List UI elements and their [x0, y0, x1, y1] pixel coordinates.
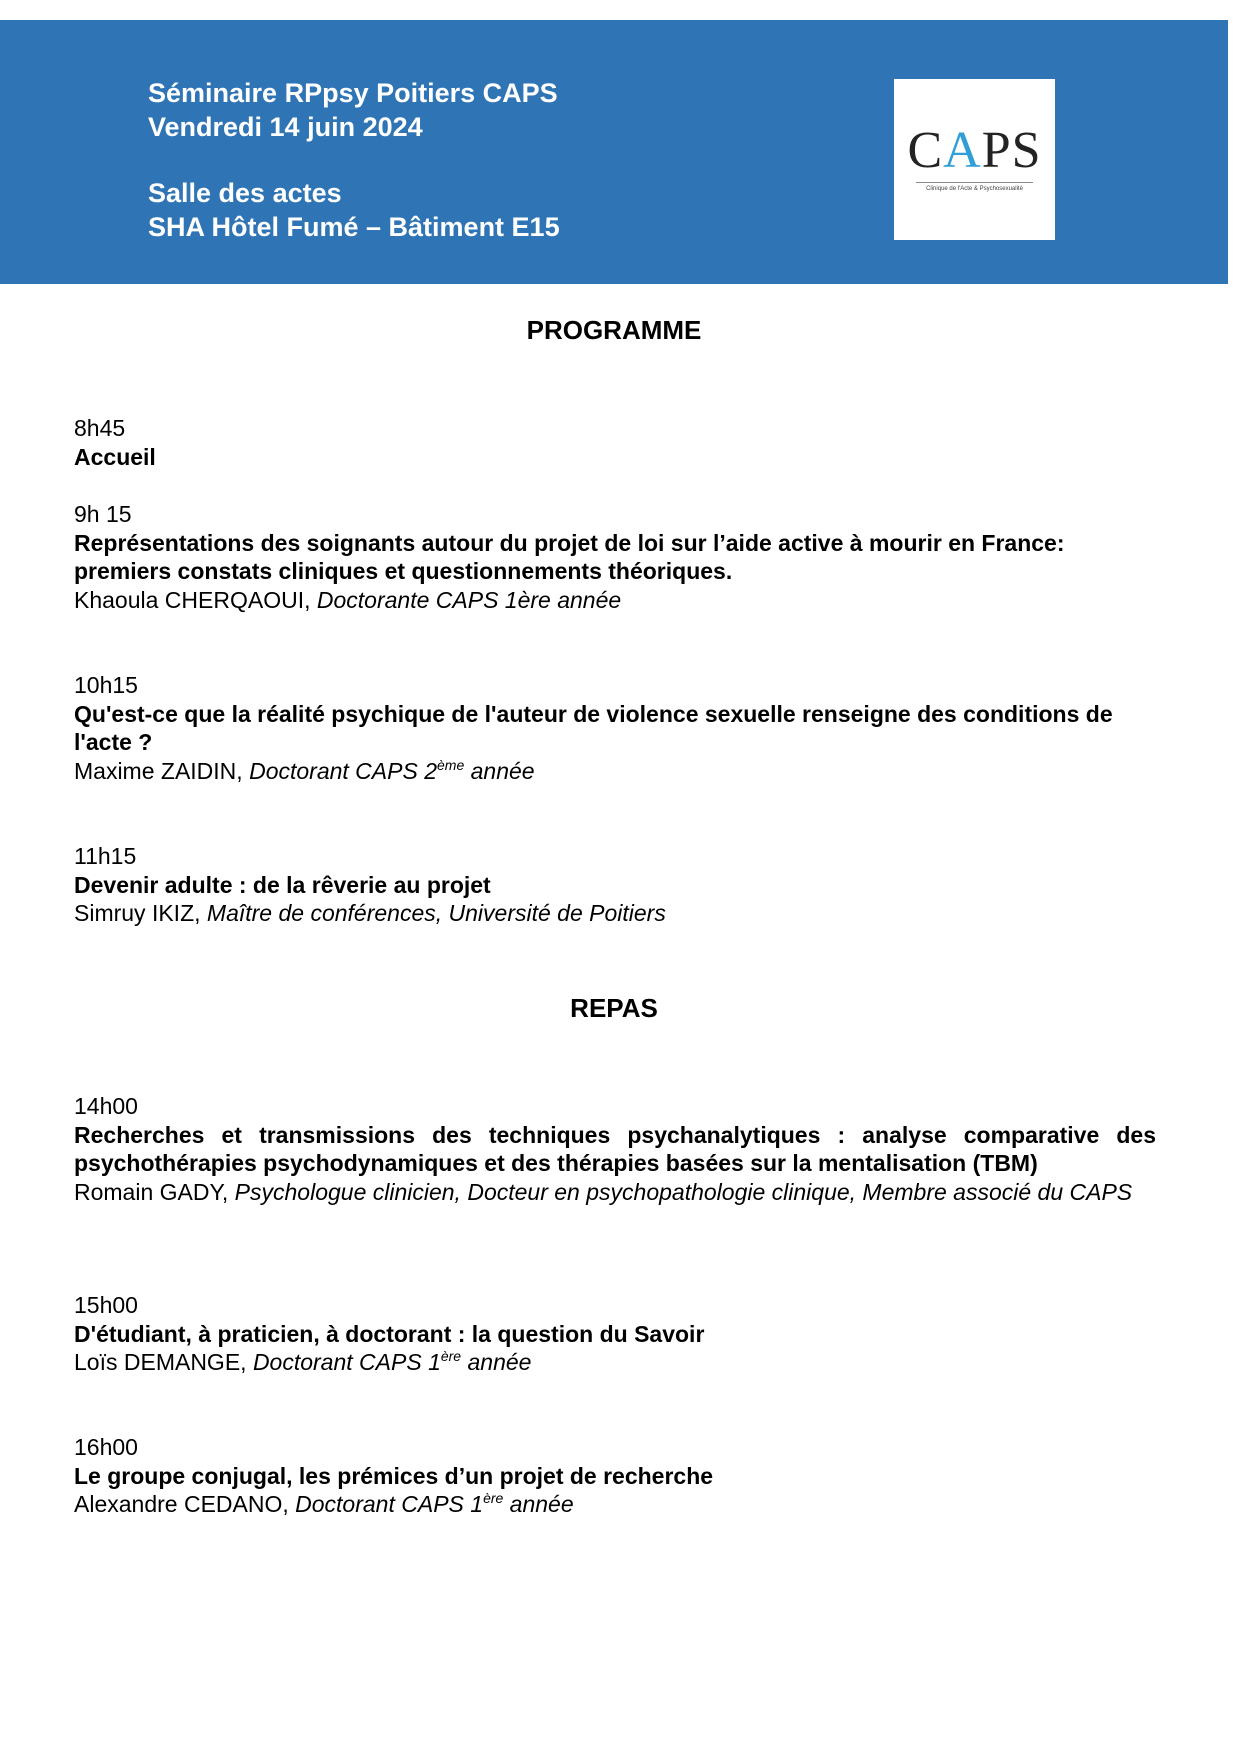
speaker-name: Loïs DEMANGE, [74, 1349, 247, 1375]
programme-heading: PROGRAMME [526, 315, 702, 345]
event-info [148, 76, 560, 244]
session-time: 11h15 [74, 843, 137, 869]
session-title: Le groupe conjugal, les prémices d’un projet de recherche [74, 1462, 714, 1489]
session-title: Devenir adulte : de la rêverie au projet [74, 871, 491, 898]
event-building: SHA Hôtel Fumé – Bâtiment E15 [148, 212, 560, 242]
session-speaker-line [74, 1348, 1156, 1377]
session-time: 10h15 [74, 672, 138, 698]
speaker-role [253, 1349, 532, 1375]
role-text: Doctorant CAPS 1 [295, 1491, 484, 1517]
speaker-role: Doctorante CAPS 1ère année [316, 586, 622, 613]
session-title: Qu'est-ce que la réalité psychique de l'auteur de violence sexuelle renseigne des conditions de l'acte ? [74, 700, 1113, 755]
session-item [74, 500, 1156, 614]
repas-heading: REPAS [570, 993, 658, 1023]
session-item [74, 1291, 1156, 1377]
session-speaker-line [74, 1490, 1156, 1519]
session-item [74, 842, 1156, 928]
event-room: Salle des actes [148, 178, 342, 208]
role-text: Doctorant CAPS 1 [252, 1349, 441, 1375]
session-speaker-line [74, 586, 1156, 615]
session-title: Accueil [74, 443, 156, 470]
speaker-role [295, 1491, 574, 1517]
event-date: Vendredi 14 juin 2024 [148, 112, 423, 142]
role-superscript: ème [437, 756, 465, 773]
logo-letter-a: A [943, 122, 982, 179]
role-text: année [461, 1349, 532, 1375]
speaker-role: Maître de conférences, Université de Poitiers [206, 900, 666, 926]
session-speaker-line [74, 899, 1156, 928]
header-banner [0, 20, 1228, 284]
logo-letter-c: C [907, 122, 944, 179]
session-title: D'étudiant, à praticien, à doctorant : la question du Savoir [74, 1320, 705, 1347]
event-title: Séminaire RPpsy Poitiers CAPS [148, 78, 558, 108]
speaker-name: Khaoula CHERQAOUI, [74, 586, 311, 613]
role-text: année [503, 1491, 574, 1517]
session-time: 14h00 [74, 1093, 138, 1119]
session-item [74, 1092, 1156, 1206]
role-superscript: ère [483, 1490, 504, 1506]
speaker-name: Simruy IKIZ, [74, 900, 201, 926]
speaker-name: Romain GADY, [74, 1178, 229, 1205]
speaker-name: Maxime ZAIDIN, [74, 757, 243, 784]
caps-logo [894, 79, 1055, 240]
session-time: 15h00 [74, 1292, 138, 1318]
logo-divider [916, 182, 1033, 183]
session-item [74, 1433, 1156, 1519]
logo-wordmark [894, 123, 1055, 179]
session-item [74, 414, 1156, 471]
speaker-name: Alexandre CEDANO, [74, 1491, 289, 1517]
speaker-role [249, 758, 535, 784]
session-title: Représentations des soignants autour du projet de loi sur l’aide active à mourir en France: premiers constats cliniques et questionnements théoriques. [74, 529, 1065, 584]
logo-letters-ps: PS [981, 122, 1042, 179]
session-time: 16h00 [74, 1434, 138, 1460]
session-time: 9h 15 [74, 501, 132, 527]
session-title: Recherches et transmissions des techniques psychanalytiques : analyse comparative des psychothérapies psychodynamiques et des thérapies basées sur la mentalisation (TBM) [74, 1121, 1156, 1176]
session-speaker-line [74, 757, 1156, 786]
session-item [74, 671, 1156, 785]
role-text: année [464, 757, 535, 784]
role-text: Doctorant CAPS 2 [249, 757, 437, 784]
session-speaker-line [74, 1178, 1156, 1207]
session-time: 8h45 [74, 415, 126, 441]
logo-tagline: Clinique de l'Acte & Psychosexualité [926, 186, 1023, 192]
spacer [148, 144, 560, 176]
role-superscript: ère [440, 1348, 462, 1364]
speaker-role: Psychologue clinicien, Docteur en psychopathologie clinique, Membre associé du CAPS [234, 1178, 1133, 1205]
